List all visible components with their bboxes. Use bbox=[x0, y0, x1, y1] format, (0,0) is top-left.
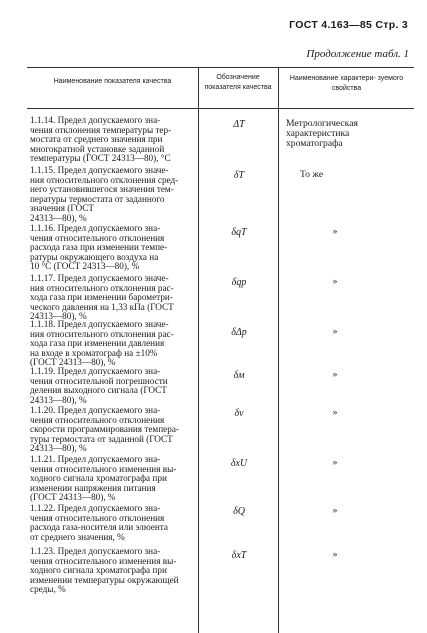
indicator-text-line: него установившегося значения тем- bbox=[30, 184, 174, 195]
quality-symbol: δT bbox=[233, 170, 245, 181]
indicator-text-line: 1.1.18. Предел допускаемого значе- bbox=[30, 319, 169, 329]
characteristic-text: » bbox=[332, 457, 338, 468]
indicator-text-line: пературы термостата от заданного bbox=[30, 193, 165, 204]
column-divider bbox=[278, 67, 279, 633]
indicator-text-line: 10 °C (ГОСТ 24313—80), % bbox=[30, 261, 140, 272]
indicator-text-line: 1.1.16. Предел допускаемого зна- bbox=[30, 223, 161, 233]
indicator-text-line: (ГОСТ 24313—80), % bbox=[30, 492, 116, 503]
indicator-text-line: ния относительного отклонения сред- bbox=[30, 174, 179, 185]
page-header: ГОСТ 4.163—85 Стр. 3 bbox=[289, 19, 408, 31]
table-row-indicator bbox=[30, 547, 198, 595]
indicator-text-line: ния относительного отклонения рас- bbox=[30, 282, 174, 293]
indicator-text-line: чения относительного изменения вы- bbox=[30, 463, 177, 474]
characteristic-text: » bbox=[332, 505, 338, 516]
indicator-text-line: многократной установке заданной bbox=[30, 143, 165, 154]
table-row-indicator bbox=[30, 406, 198, 454]
indicator-text-line: чения отклонения температуры тер- bbox=[30, 124, 172, 135]
indicator-text-line: 1.1.19. Предел допускаемого зна- bbox=[30, 366, 161, 376]
indicator-text-line: 1.1.23. Предел допускаемого зна- bbox=[30, 546, 161, 556]
characteristic-text: » bbox=[332, 276, 338, 287]
quality-symbol: δΔp bbox=[231, 327, 247, 338]
quality-symbol: ΔT bbox=[233, 119, 245, 130]
indicator-text-line: чения относительного изменения вы- bbox=[30, 555, 177, 566]
indicator-text-line: 1.1.14. Предел допускаемого зна- bbox=[30, 115, 161, 125]
indicator-text-line: расхода газа при изменении темпе- bbox=[30, 242, 168, 253]
indicator-text-line: скорости программирования темпера- bbox=[30, 424, 179, 435]
table-row-indicator bbox=[30, 455, 198, 503]
indicator-text-line: 24313—80), % bbox=[30, 394, 87, 405]
indicator-text-line: 24313—80), % bbox=[30, 212, 87, 223]
indicator-text-line: 1.1.22. Предел допускаемого зна- bbox=[30, 503, 161, 513]
table-row-indicator bbox=[30, 166, 198, 224]
indicator-text-line: значения (ГОСТ bbox=[30, 203, 94, 214]
indicator-text-line: ния относительного отклонения рас- bbox=[30, 328, 174, 339]
table-row-indicator bbox=[30, 504, 198, 542]
indicator-text-line: температуры (ГОСТ 24313—80), °C bbox=[30, 153, 171, 164]
column-header-characteristic: Наименование характери- зуемого свойства bbox=[289, 75, 404, 92]
indicator-text-line: 1.1.20. Предел допускаемого зна- bbox=[30, 405, 161, 415]
quality-symbol: δxU bbox=[230, 458, 248, 469]
table-continuation-label: Продолжение табл. 1 bbox=[306, 48, 409, 60]
indicator-text-line: 1.1.15. Предел допускаемого значе- bbox=[30, 165, 169, 175]
column-divider bbox=[198, 67, 199, 633]
characteristic-text: » bbox=[332, 549, 338, 560]
indicator-text-line: чения относительной погрешности bbox=[30, 375, 168, 386]
indicator-text-line: изменении температуры окружающей bbox=[30, 574, 179, 585]
indicator-text-line: 1.1.17. Предел допускаемого значе- bbox=[30, 273, 169, 283]
indicator-text-line: 24313—80), % bbox=[30, 443, 87, 454]
indicator-text-line: чения относительного отклонения bbox=[30, 414, 165, 425]
table-top-rule bbox=[27, 67, 414, 68]
quality-symbol: δv bbox=[234, 408, 244, 419]
column-header-indicator: Наименование показателя качества bbox=[53, 78, 172, 85]
indicator-text-line: на входе в хроматограф на ±10% bbox=[30, 347, 158, 358]
quality-symbol: δм bbox=[233, 370, 245, 381]
characteristic-text: » bbox=[332, 369, 338, 380]
indicator-text-line: изменении напряжения питания bbox=[30, 482, 156, 493]
table-row-indicator bbox=[30, 224, 198, 272]
indicator-text-line: хода газа при изменении барометри- bbox=[30, 292, 173, 303]
indicator-text-line: от среднего значения, % bbox=[30, 531, 125, 542]
quality-symbol: δxT bbox=[231, 550, 247, 561]
table-row-indicator bbox=[30, 367, 198, 405]
indicator-text-line: (ГОСТ 24313—80), % bbox=[30, 357, 116, 368]
indicator-text-line: чения относительного отклонения bbox=[30, 232, 165, 243]
indicator-text-line: ходного сигнала хроматографа при bbox=[30, 473, 167, 484]
indicator-text-line: 24313—80), % bbox=[30, 311, 87, 322]
table-row-indicator bbox=[30, 274, 198, 322]
indicator-text-line: среды, % bbox=[30, 584, 66, 595]
indicator-text-line: чения относительного отклонения bbox=[30, 512, 165, 523]
quality-symbol: δQ bbox=[233, 506, 245, 517]
indicator-text-line: ходного сигнала хроматографа при bbox=[30, 565, 167, 576]
quality-symbol: δqp bbox=[231, 277, 247, 288]
indicator-text-line: 1.1.21. Предел допускаемого зна- bbox=[30, 454, 161, 464]
indicator-text-line: деления выходного сигнала (ГОСТ bbox=[30, 385, 167, 396]
characteristic-text: » bbox=[332, 326, 338, 337]
indicator-text-line: туры термостата от заданной (ГОСТ bbox=[30, 433, 173, 444]
header-bottom-rule bbox=[27, 108, 414, 109]
characteristic-text: » bbox=[332, 226, 338, 237]
quality-symbol: δqT bbox=[231, 227, 247, 238]
indicator-text-line: хода газа при изменении давления bbox=[30, 338, 165, 349]
indicator-text-line: мостата от среднего значения при bbox=[30, 134, 163, 145]
indicator-text-line: расхода газа-носителя или элюента bbox=[30, 522, 168, 533]
column-header-symbol: Обозначение показателя качества bbox=[204, 74, 272, 91]
characteristic-text: » bbox=[332, 407, 338, 418]
characteristic-text: То же bbox=[300, 169, 324, 180]
table-row-indicator bbox=[30, 320, 198, 368]
indicator-text-line: ческого давления на 1,33 кПа (ГОСТ bbox=[30, 301, 174, 312]
indicator-text-line: ратуры окружающего воздуха на bbox=[30, 251, 159, 262]
table-row-indicator bbox=[30, 116, 198, 164]
characteristic-text: Метрологическая характеристика хроматографа bbox=[286, 118, 358, 149]
